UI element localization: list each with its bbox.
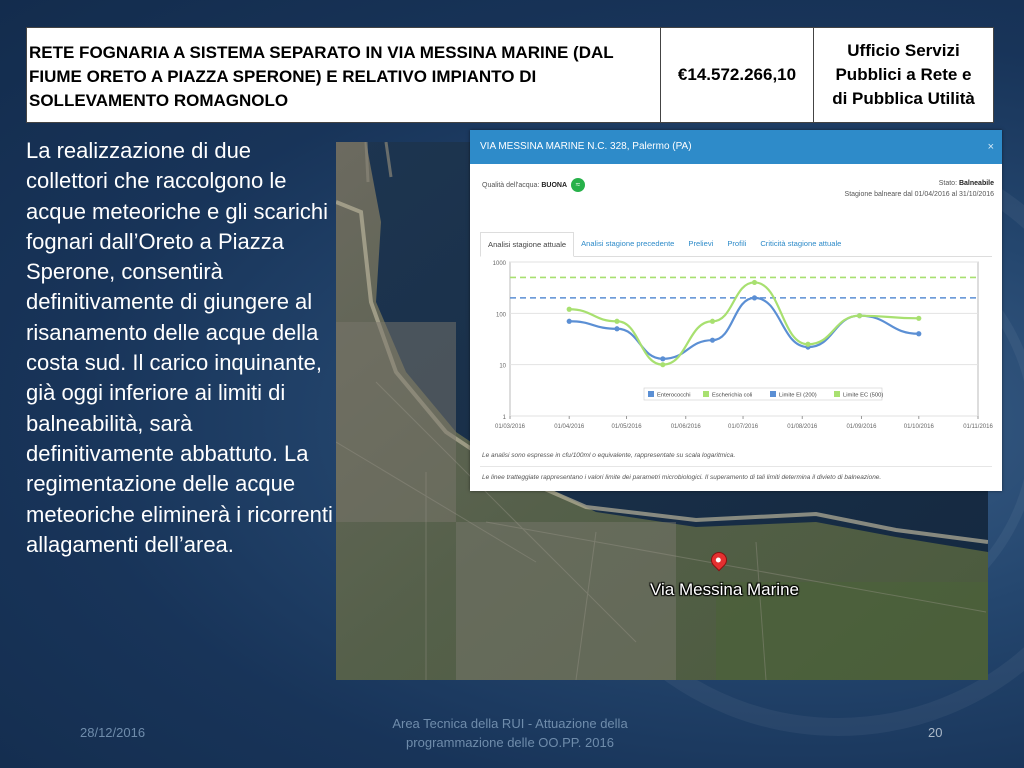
y-tick-label: 1000 xyxy=(492,261,506,267)
chart-note-units: Le analisi sono espresse in cfu/100ml o equivalente, rappresentate su scala logaritmica. xyxy=(482,452,736,459)
data-point xyxy=(660,362,665,367)
quality-label: Qualità dell'acqua: xyxy=(482,181,540,189)
y-tick-label: 1 xyxy=(502,415,506,421)
panel-tabs xyxy=(480,232,992,257)
x-tick-label: 01/10/2016 xyxy=(903,424,934,430)
chart-note-limits: Le linee tratteggiate rappresentano i valori limite dei parametri microbiologici. Il superamento di tali limiti determina il divieto di balneazione. xyxy=(482,474,882,481)
footer-caption: Area Tecnica della RUI - Attuazione della programmazione delle OO.PP. 2016 xyxy=(392,716,628,750)
map-location-label: Via Messina Marine xyxy=(650,580,799,599)
divider xyxy=(480,466,992,467)
data-point xyxy=(752,280,757,285)
tab-samples[interactable]: Prelievi xyxy=(688,239,714,248)
tab-critical-issues[interactable]: Criticità stagione attuale xyxy=(760,239,842,248)
panel-title: VIA MESSINA MARINE N.C. 328, Palermo (PA) xyxy=(480,141,692,152)
footer-date: 28/12/2016 xyxy=(80,725,146,740)
project-title: RETE FOGNARIA A SISTEMA SEPARATO IN VIA MESSINA MARINE (DAL FIUME ORETO A PIAZZA SPERONE) E RELATIVO IMPIANTO DI SOLLEVAMENTO ROMAGNOLO xyxy=(27,28,661,122)
data-point xyxy=(857,313,862,318)
x-tick-label: 01/08/2016 xyxy=(787,424,818,430)
x-tick-label: 01/05/2016 xyxy=(611,424,642,430)
x-tick-label: 01/06/2016 xyxy=(670,424,701,430)
y-tick-label: 10 xyxy=(499,363,506,370)
bathing-status xyxy=(845,178,994,200)
water-quality-panel xyxy=(470,130,1002,491)
water-analysis-chart xyxy=(478,256,998,436)
water-quality xyxy=(482,178,585,192)
season-period: Stagione balneare dal 01/04/2016 al 31/10/2016 xyxy=(844,191,994,198)
legend-swatch xyxy=(770,391,776,397)
data-point xyxy=(752,295,757,300)
tab-current-season[interactable]: Analisi stagione attuale xyxy=(480,232,574,257)
legend-label: Enterococchi xyxy=(657,392,691,399)
panel-titlebar xyxy=(470,130,1002,164)
x-tick-label: 01/03/2016 xyxy=(494,424,526,430)
data-point xyxy=(916,331,921,336)
legend-label: Escherichia coli xyxy=(712,392,753,399)
data-point xyxy=(710,319,715,324)
tab-profiles[interactable]: Profili xyxy=(727,239,747,248)
close-icon[interactable]: × xyxy=(987,141,994,153)
data-point xyxy=(805,342,810,347)
status-label: Stato: xyxy=(938,180,958,187)
x-tick-label: 01/11/2016 xyxy=(963,424,993,430)
x-tick-label: 01/04/2016 xyxy=(554,424,585,430)
x-tick-label: 01/09/2016 xyxy=(846,424,877,430)
x-tick-label: 01/07/2016 xyxy=(728,424,759,430)
legend-swatch xyxy=(648,391,654,397)
swimmer-icon: ≈ xyxy=(571,178,585,192)
legend-label: Limite EI (200) xyxy=(779,392,817,399)
data-point xyxy=(567,307,572,312)
legend-swatch xyxy=(834,391,840,397)
project-header-table xyxy=(26,27,994,123)
legend-swatch xyxy=(703,391,709,397)
status-value: Balneabile xyxy=(958,180,994,187)
data-point xyxy=(710,338,715,343)
tab-previous-season[interactable]: Analisi stagione precedente xyxy=(581,239,675,248)
page-number: 20 xyxy=(928,725,943,740)
project-amount: €14.572.266,10 xyxy=(661,28,814,122)
data-point xyxy=(614,326,619,331)
y-tick-label: 100 xyxy=(495,312,506,319)
responsible-office: Ufficio Servizi Pubblici a Rete e di Pubblica Utilità xyxy=(832,41,975,108)
project-description: La realizzazione di due collettori che raccolgono le acque meteoriche e gli scarichi fognari dall’Oreto a Piazza Sperone, consentirà definitivamente di giungere al risanamento delle acque della costa sud. Il carico inquinante, già oggi inferiore ai limiti di balneabilità, sarà definitivamente abbattuto. La regimentazione delle acque meteoriche eliminerà i ricorrenti allagamenti dell’area. xyxy=(26,138,333,557)
data-point xyxy=(567,319,572,324)
data-point xyxy=(916,316,921,321)
legend-label: Limite EC (500) xyxy=(843,392,884,399)
data-point xyxy=(614,319,619,324)
data-point xyxy=(660,356,665,361)
quality-value: BUONA xyxy=(541,181,567,189)
